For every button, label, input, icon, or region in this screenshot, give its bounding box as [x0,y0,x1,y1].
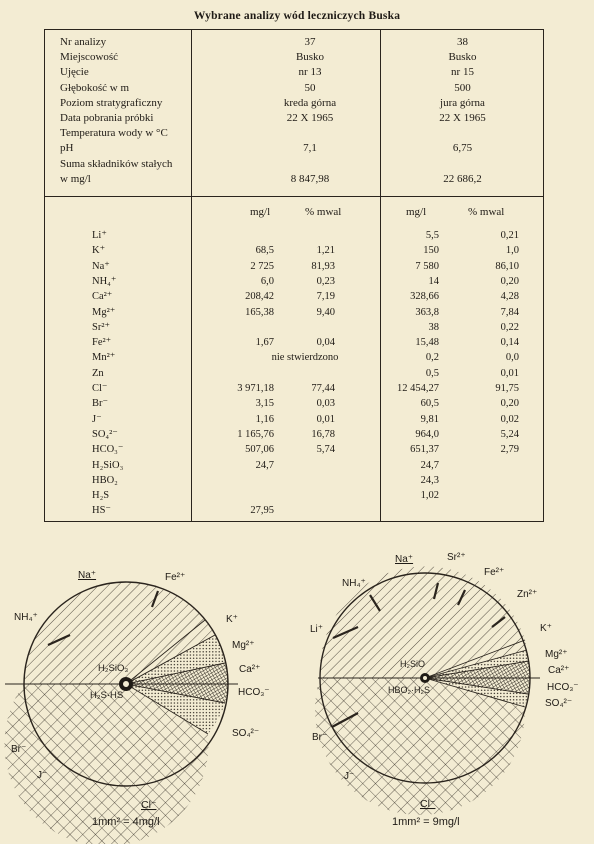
mgl-analysis-37: 507,06 [245,444,274,456]
label-h2s-hs: H₂S·HS [90,690,124,701]
col-header-mwal-38: % mwal [468,206,505,218]
mgl-analysis-37: 27,95 [250,505,274,517]
header-row [45,51,543,64]
analysis-table [44,29,544,522]
header-row [45,66,543,79]
mwal-analysis-37: 81,93 [311,260,335,272]
value-analysis-38: 38 [457,36,468,48]
value-analysis-38: 22 686,2 [443,172,482,185]
label-hco3: HCO₃⁻ [547,682,579,693]
label-h2sio: H₂SiO [400,659,425,669]
label-br: Br⁻ [312,732,328,743]
value-analysis-38: 6,75 [452,142,473,155]
ion-name: NH₄⁺ [92,275,117,287]
header-row [45,112,543,125]
mgl-analysis-38: 24,3 [420,474,439,486]
col-header-mgl-38: mg/l [406,206,427,218]
value-analysis-37: 50 [304,81,316,94]
value-analysis-38: 22 X 1965 [439,112,486,124]
ion-row [45,261,543,273]
diagram-37 [4,570,269,844]
label-mg: Mg²⁺ [545,649,568,660]
mgl-analysis-38: 0,5 [425,367,439,379]
label-na: Na⁺ [78,570,97,581]
ion-name: Na⁺ [92,260,110,272]
label-fe: Fe²⁺ [165,572,186,583]
label-cl: Cl⁻ [141,799,157,811]
ion-name: Zn [92,367,104,379]
mwal-analysis-37: 16,78 [311,428,335,440]
ion-row [45,505,543,517]
ion-name: Li⁺ [92,230,107,241]
header-row [45,82,543,95]
mgl-analysis-38: 60,5 [420,398,439,410]
row-label: Temperatura wody w °C [60,127,168,140]
ion-row [45,322,543,334]
mwal-analysis-38: 0,21 [500,230,519,241]
scale-label: 1mm² = 4mg/l [92,816,160,828]
mwal-analysis-38: 0,22 [500,321,519,333]
col-header-mwal-37: % mwal [305,206,342,218]
label-sr: Sr²⁺ [447,552,466,563]
mwal-analysis-38: 91,75 [495,383,519,394]
ion-row [45,475,543,487]
mwal-analysis-37: 0,04 [316,337,335,349]
mgl-analysis-37: 1,67 [255,337,274,349]
mgl-analysis-37: 3 971,18 [237,383,274,394]
section-divider [45,196,543,197]
ion-name: Ca²⁺ [92,291,113,303]
ion-row [45,352,543,364]
label-j: J⁻ [344,771,355,782]
scale-label: 1mm² = 9mg/l [392,816,460,828]
mwal-analysis-38: 2,79 [500,444,519,456]
label-k: K⁺ [226,614,238,625]
mgl-analysis-38: 38 [428,321,439,333]
row-label: Głębokość w m [60,81,130,94]
mwal-analysis-37: 1,21 [316,245,335,257]
sector-cl [315,678,525,815]
ion-row [45,230,543,242]
mwal-analysis-38: 0,02 [500,413,519,425]
ion-row [45,368,543,380]
mgl-analysis-38: 15,48 [415,337,439,349]
value-analysis-37: 7,1 [303,142,317,155]
ion-name: Mn²⁺ [92,352,116,364]
mgl-analysis-37: 3,15 [255,398,274,410]
label-fe: Fe²⁺ [484,567,505,578]
mwal-analysis-37: 9,40 [316,306,335,318]
mwal-analysis-37: 7,19 [316,291,335,303]
mwal-analysis-38: 86,10 [495,260,519,272]
mwal-analysis-38: 1,0 [505,245,519,257]
mgl-analysis-38: 7 580 [415,260,439,272]
ion-name: Fe²⁺ [92,337,112,349]
label-zn: Zn²⁺ [517,589,538,600]
mgl-analysis-38: 363,8 [415,306,439,318]
mwal-analysis-37: 0,03 [316,398,335,410]
mgl-analysis-37: 2 725 [250,260,274,272]
mgl-analysis-37: 1 165,76 [237,428,274,440]
label-hbo2-h2s: HBO₂·H₂S [388,685,430,695]
ion-name: HBO₂ [92,474,118,486]
mwal-analysis-37: 5,74 [316,444,335,456]
value-analysis-38: 500 [454,81,471,94]
value-analysis-38: Busko [448,51,477,64]
header-row [45,142,543,155]
value-analysis-37: 8 847,98 [290,172,330,185]
row-label: Ujęcie [60,66,89,79]
mwal-analysis-37: 77,44 [311,383,335,394]
diagram-38 [310,552,579,828]
label-so4: SO₄²⁻ [232,728,260,739]
mgl-analysis-37: 1,16 [255,413,274,425]
mwal-analysis-38: 0,20 [500,398,519,410]
ion-row [45,414,543,426]
ion-row [45,337,543,349]
header-row [45,158,543,171]
mgl-analysis-38: 14 [428,275,439,287]
label-h2sio3: H₂SiO₃ [98,663,129,674]
ion-name: J⁻ [92,413,102,425]
header-row [45,36,543,49]
ion-row [45,291,543,303]
mwal-analysis-38: 7,84 [500,306,519,318]
mwal-analysis-37: 0,01 [316,413,335,425]
row-label: Nr analizy [60,36,107,48]
ion-name: Sr²⁺ [92,321,111,333]
ion-row [45,245,543,257]
value-analysis-38: jura górna [440,96,485,109]
mwal-analysis-38: 0,14 [500,337,519,349]
ion-row [45,276,543,288]
mgl-analysis-38: 964,0 [415,428,439,440]
label-cl: Cl⁻ [420,798,436,810]
mgl-analysis-38: 150 [423,245,439,257]
ion-name: HS⁻ [92,505,111,517]
label-li: Li⁺ [310,624,324,635]
mgl-analysis-38: 651,37 [410,444,439,456]
mwal-analysis-38: 0,01 [500,367,519,379]
mgl-analysis-37: 165,38 [245,306,274,318]
mgl-analysis-38: 12 454,27 [397,383,439,394]
mgl-analysis-37: 6,0 [260,275,274,287]
col-header-mgl-37: mg/l [250,206,271,218]
value-analysis-38: nr 15 [451,66,474,79]
header-row [45,173,543,186]
label-j: J⁻ [37,770,48,781]
label-hco3: HCO₃⁻ [238,687,270,698]
ion-row [45,490,543,502]
row-label: Suma składników stałych [60,157,173,170]
mgl-analysis-37: 68,5 [255,245,274,257]
row-label: Miejscowość [60,51,119,64]
ion-circle-diagrams [0,535,594,844]
ion-row [45,429,543,441]
note-analysis-37: nie stwierdzono [271,352,339,364]
row-label: pH [60,142,74,155]
value-analysis-37: Busko [295,51,325,64]
ion-name: HCO₃⁻ [92,444,124,456]
label-nh4: NH₄⁺ [342,578,366,589]
mgl-analysis-37: 208,42 [245,291,274,303]
table-title: Wybrane analizy wód leczniczych Buska [193,10,401,22]
row-label: Poziom stratygraficzny [60,96,163,109]
header-row [45,127,543,140]
mwal-analysis-38: 5,24 [500,428,519,440]
value-analysis-37: 37 [304,36,316,48]
label-ca: Ca²⁺ [239,664,261,675]
ion-row [45,444,543,456]
ion-name: Br⁻ [92,398,109,410]
ion-name: H₂SiO₃ [92,459,124,471]
value-analysis-37: nr 13 [298,66,322,79]
ion-name: K⁺ [92,245,106,257]
mgl-analysis-38: 5,5 [425,230,439,241]
label-br: Br⁻ [11,744,27,755]
mgl-analysis-38: 328,66 [410,291,439,303]
label-k: K⁺ [540,623,552,634]
label-ca: Ca²⁺ [548,665,570,676]
label-na: Na⁺ [395,554,414,565]
mwal-analysis-38: 0,0 [505,352,519,364]
mgl-analysis-38: 0,2 [425,352,439,364]
ion-row [45,307,543,319]
ion-row [45,460,543,472]
ion-name: Mg²⁺ [92,306,116,318]
label-nh4: NH₄⁺ [14,612,38,623]
mwal-analysis-38: 0,20 [500,275,519,287]
row-label: w mg/l [60,172,91,185]
ion-row [45,398,543,410]
value-analysis-37: 22 X 1965 [286,112,334,124]
ion-name: Cl⁻ [92,383,108,394]
mgl-analysis-38: 1,02 [420,490,439,502]
mgl-analysis-37: 24,7 [255,459,274,471]
ion-row [45,383,543,395]
label-so4: SO₄²⁻ [545,698,573,709]
mgl-analysis-38: 9,81 [420,413,439,425]
ion-name: SO₄²⁻ [92,428,118,440]
header-row [45,97,543,110]
mwal-analysis-38: 4,28 [500,291,519,303]
value-analysis-37: kreda górna [283,96,337,109]
mwal-analysis-37: 0,23 [316,275,335,287]
ion-name: H₂S [92,490,110,502]
mgl-analysis-38: 24,7 [420,459,439,471]
label-mg: Mg²⁺ [232,640,255,651]
row-label: Data pobrania próbki [60,112,154,124]
